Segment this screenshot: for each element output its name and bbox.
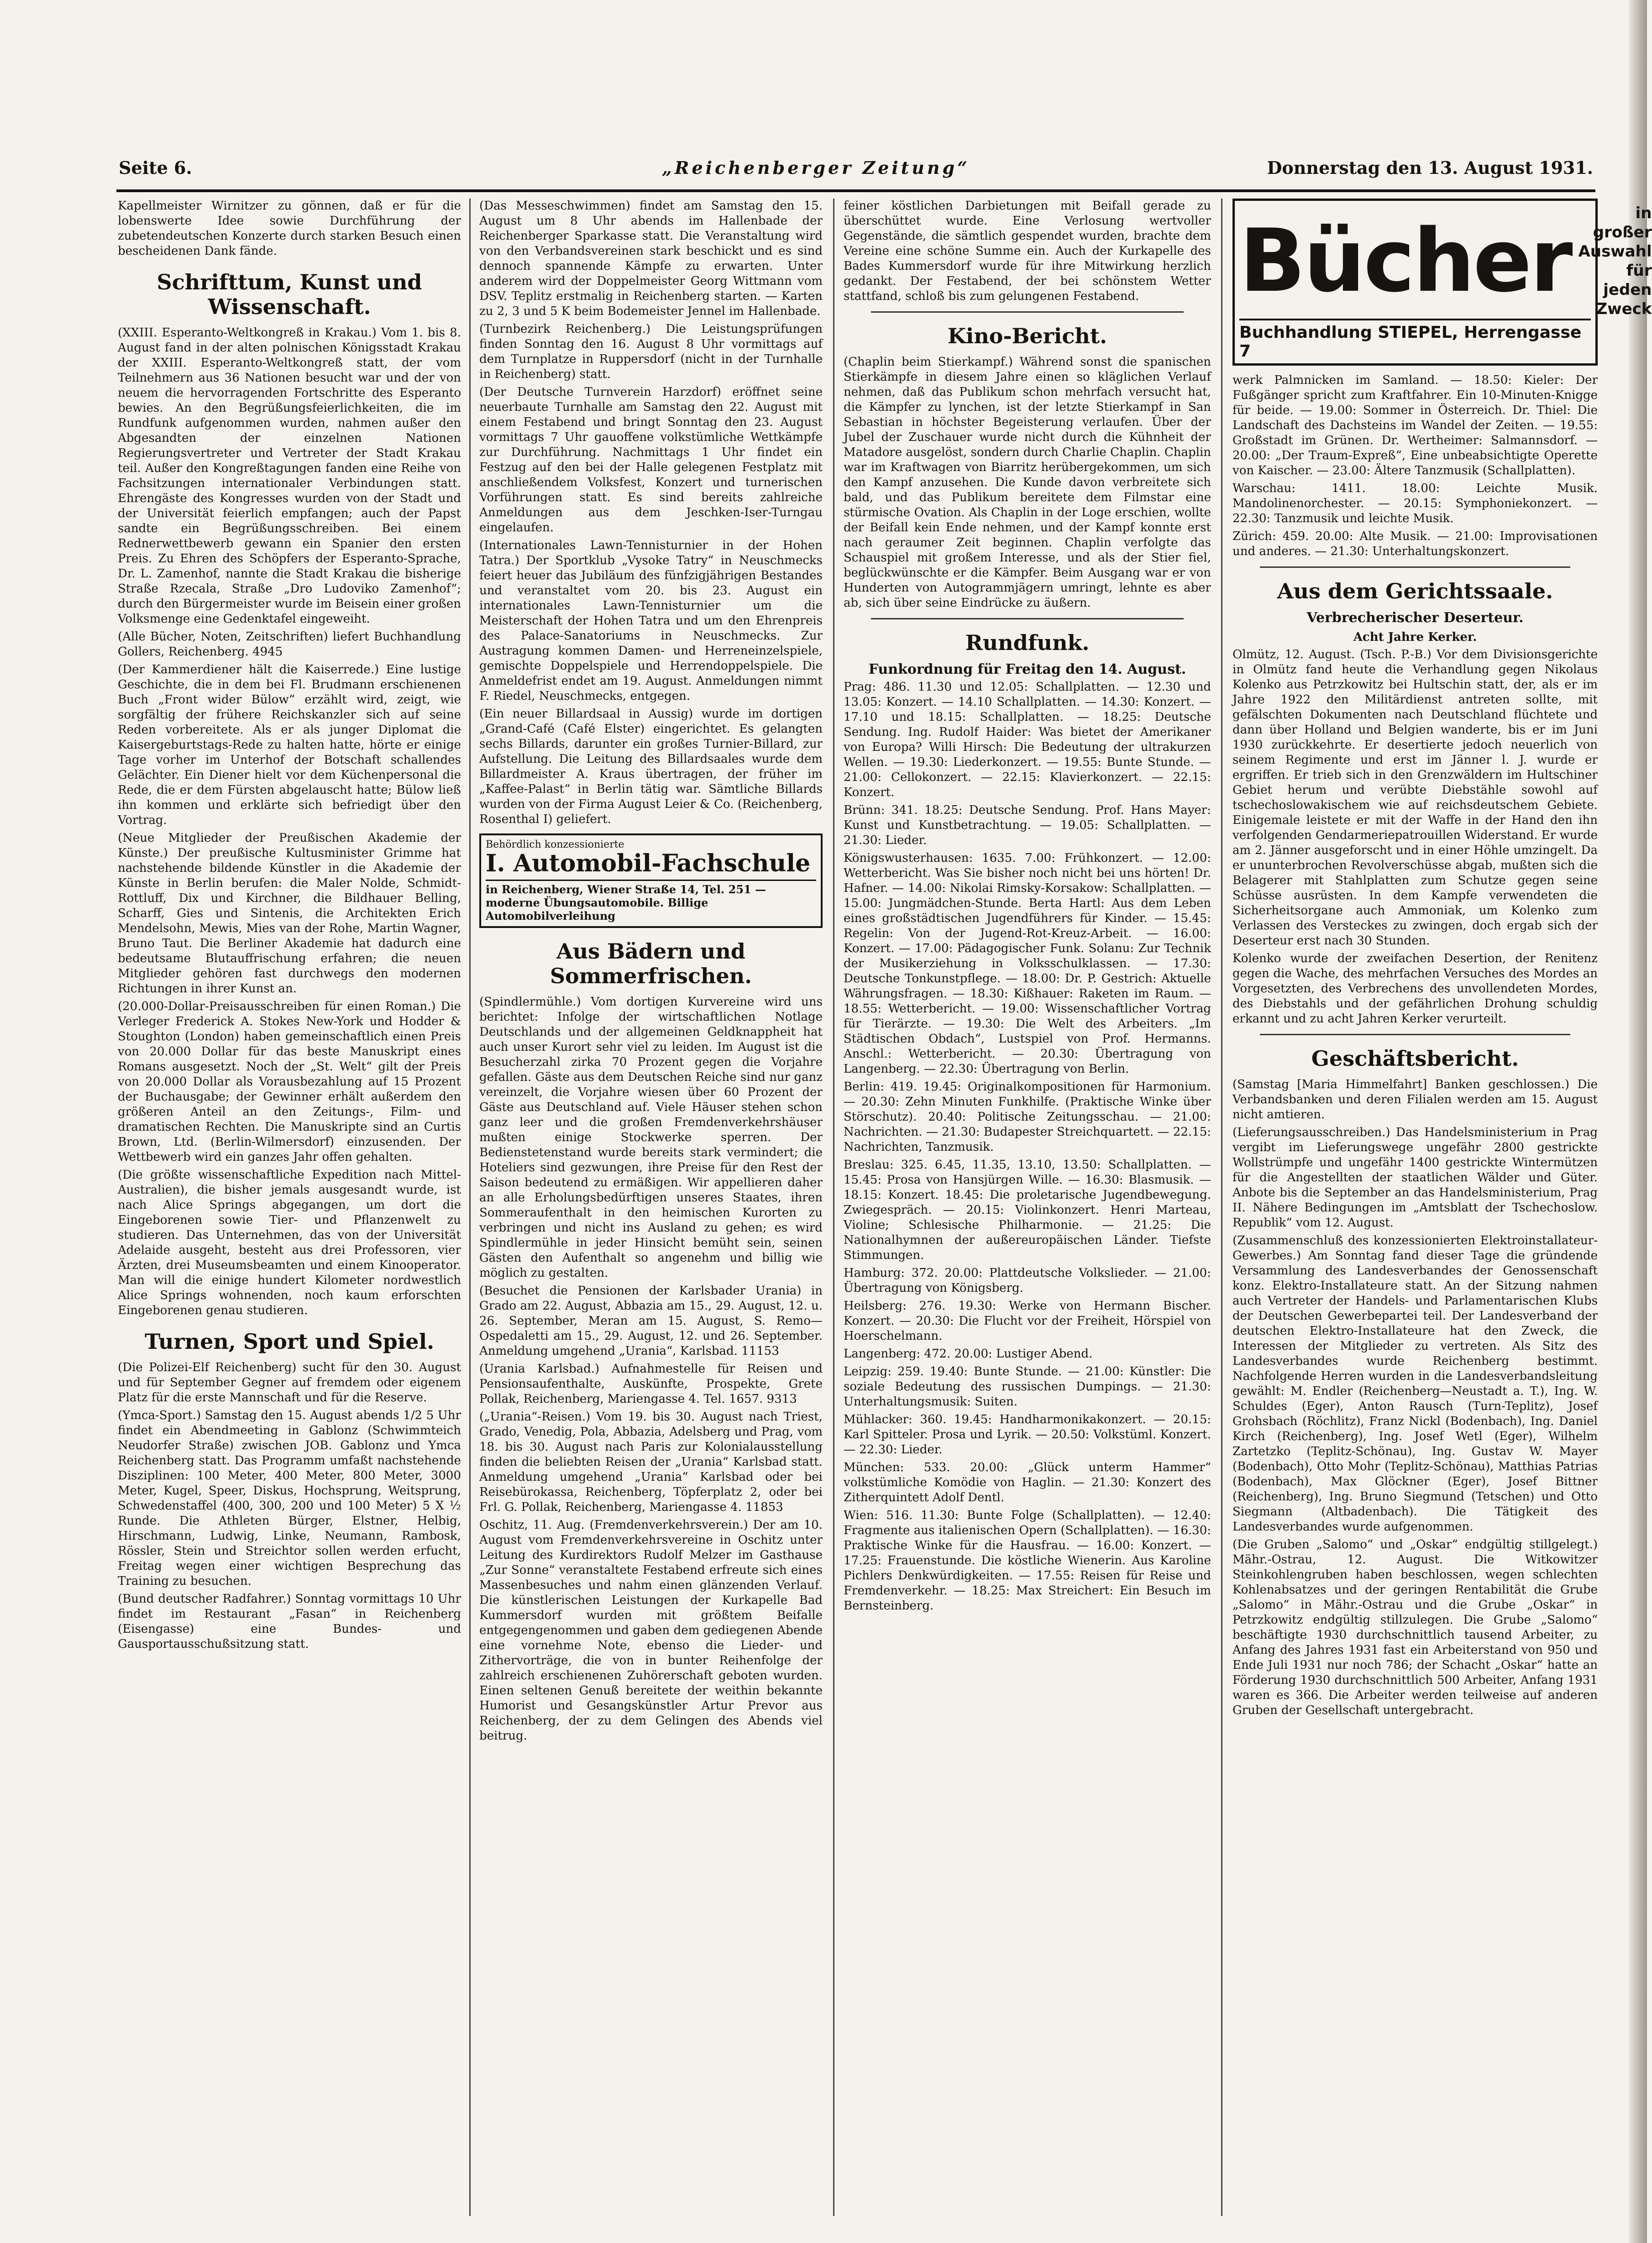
page-header [119, 157, 1593, 185]
article-kammerdiener: (Der Kammerdiener hält die Kaiserrede.) Eine lustige Geschichte, die in dem bei Fl. Brudmann erschienenen Buch „Front wider Bülow“ erzählt wird, zeigt, wie sorgfältig der frühere Reichskanzler sich auf seine Reden vorbereitete. Als er als junger Diplomat die Kaisergeburtstags-Rede zu halten hatte, hörte er einige Tage vorher im Unterhof der Botschaft schallendes Gelächter. Ein Diener hielt vor dem Küchenpersonal die Rede, die er dem Fürsten abgelauscht hatte; Bülow ließ ihn kommen und erklärte sich befriedigt über den Vortrag. [118, 663, 461, 827]
article-polizei-elf: (Die Polizei-Elf Reichenberg) sucht für den 30. August und für September Gegner auf fremdem oder eigenem Platz für die erste Mannschaft und für die Reserve. [118, 1361, 461, 1404]
scan-edge-shadow [1629, 0, 1647, 2243]
article-billard: (Ein neuer Billardsaal in Aussig) wurde im dortigen „Grand-Café (Café Elster) eingerichtet. Es gelangten sechs Billards, darunter ein großes Turnier-Billard, zur Aufstellung. Die Leitung des Billardsaales wurde dem Billardmeister A. Kraus übertragen, der früher im „Kaffee-Palast“ in Berlin tätig war. Sämtliche Billards wurden von der Firma August Leier & Co. (Reichenberg, Rosenthal I) geliefert. [479, 707, 823, 826]
rundfunk-subheading: Funkordnung für Freitag den 14. August. [868, 661, 1186, 677]
header-rule [116, 189, 1595, 192]
automobil-fachschule-ad [479, 833, 823, 928]
radio-prag: Prag: 486. 11.30 und 12.05: Schallplatten. — 12.30 und 13.05: Konzert. — 14.10 Schallplatten. — 14.30: Konzert. — 17.10 und 18.15: Schallplatten. — 18.25: Deutsche Sendung. Ing. Rudolf Haider: Was bietet der Amerikaner von Europa? Willi Hirsch: Die Bedeutung der ultrakurzen Wellen. — 19.30: Liederkonzert. — 19.55: Bunte Stunde. — 21.00: Cellokonzert. — 22.15: Klavierkonzert. — 22.15: Konzert. [844, 680, 1211, 799]
column-2 [479, 199, 823, 2225]
radio-warschau: Warschau: 1411. 18.00: Leichte Musik. Mandolinenorchester. — 20.15: Symphoniekonzert. — 22.30: Tanzmusik und leichte Musik. [1232, 482, 1598, 525]
column-rule [469, 199, 471, 2216]
column-rule [833, 199, 834, 2216]
column-rule [1221, 199, 1222, 2216]
article-olmuetz: Olmütz, 12. August. (Tsch. P.-B.) Vor dem Divisionsgerichte in Olmütz fand heute die Verhandlung gegen Nikolaus Kolenko aus Petrzkowitz bei Hultschin statt, der, als er im Jahre 1922 den Militärdienst antreten sollte, mit gefälschten Dokumenten nach Deutschland flüchtete und dann über Holland und Belgien wanderte, bis er im Juni 1930 zurückkehrte. Er desertierte jedoch neuerlich von seinem Regimente und erst im Jänner l. J. wurde er ergriffen. Er trieb sich in den Grenzwäldern im Hultschiner Gebiet herum und verübte Diebstähle sowohl auf tschechoslowakischem wie auf reichsdeutschem Gebiete. Einigemale leistete er mit der Waffe in der Hand den ihn verfolgenden Gendarmeriepatrouillen Widerstand. Er wurde am 2. Jänner ausgeforscht und in einer Höhle umzingelt. Da er ununterbrochen Revolverschüsse abgab, mußten sich die Belagerer mit Stahlplatten zum Schutze gegen seine Schüsse ausrüsten. In dem Kampfe verwendeten die Sicherheitsorgane auch Ammoniak, um Kolenko zum Verlassen des Versteckes zu zwingen, doch ergab sich der Deserteur erst nach 30 Stunden. [1232, 648, 1598, 948]
radio-heilsberg: Heilsberg: 276. 19.30: Werke von Hermann Bischer. Konzert. — 20.30: Die Flucht vor der Freiheit, Hörspiel von Hoerschelmann. [844, 1299, 1211, 1343]
article-salomo: (Die Gruben „Salomo“ und „Oskar“ endgültig stillgelegt.) Mähr.-Ostrau, 12. August. Die Witkowitzer Steinkohlengruben haben beschlossen, wegen schlechten Kohlenabsatzes und der geringen Rentabilität die Grube „Salomo“ in Mähr.-Ostrau und die Grube „Oskar“ in Petrzkowitz endgültig stillzulegen. Die Grube „Salomo“ beschäftigte 1930 durchschnittlich tausend Arbeiter, zu Anfang des Jahres 1931 fast ein Arbeiterstand von 950 und Ende Juli 1931 nur noch 786; der Schacht „Oskar“ hatte an Förderung 1930 durchschnittlich 500 Arbeiter, Anfang 1931 waren es 366. Die Arbeiter werden teilweise auf anderen Gruben der Gesellschaft untergebracht. [1232, 1538, 1598, 1717]
section-heading-kunst: Schrifttum, Kunst und Wissenschaft. [157, 270, 422, 319]
newspaper-title: „Reichenberger Zeitung“ [662, 157, 970, 178]
article-akademie: (Neue Mitglieder der Preußischen Akademie der Künste.) Der preußische Kultusminister Grimme hat nachstehende bildende Künstler in die Akademie der Künste in Berlin berufen: die Maler Nolde, Schmidt-Rottluff, Dix und Kirchner, die Bildhauer Belling, Scharff, Gies und Sintenis, die Architekten Erich Mendelsohn, Mewis, Mies van der Rohe, Martin Wagner, Bruno Taut. Die Berliner Akademie hat dadurch eine bedeutsame Blutauffrischung erfahren; die neuen Mitglieder gehören fast durchwegs den modernen Richtungen in ihrer Kunst an. [118, 831, 461, 996]
article-chaplin: (Chaplin beim Stierkampf.) Während sonst die spanischen Stierkämpfe in diesem Jahre einen so kläglichen Verlauf nehmen, daß das Publikum schon mehrfach versucht hat, die Kämpfer zu lynchen, ist der letzte Stierkampf in San Sebastian in höchster Begeisterung verlaufen. Über der Jubel der Zuschauer wurde nicht durch die Kühnheit der Matadore ausgelöst, sondern durch Charlie Chaplin. Chaplin war im Kraftwagen von Biarritz herübergekommen, um sich den Kampf anzusehen. Die Kunde davon verbreitete sich bald, und das Publikum bereitete dem Filmstar eine stürmische Ovation. Als Chaplin in der Loge erschien, wollte der Beifall kein Ende nehmen, und der Kampf konnte erst nach geraumer Zeit beginnen. Chaplin verfolgte das Schauspiel mit großem Interesse, und als der Stier fiel, beglückwünschte er die Kämpfer. Beim Ausgang war er von Hunderten von Autogrammjägern umringt, lehnte es aber ab, sich über seine Eindrücke zu äußern. [844, 355, 1211, 610]
article-elektro: (Zusammenschluß des konzessionierten Elektroinstallateur-Gewerbes.) Am Sonntag fand dieser Tage die gründende Versammlung des Landesverbandes der Genossenschaft konz. Elektro-Installateure statt. An der Sitzung nahmen auch Vertreter der Handels- und Parlamentarischen Klubs der Deutschen Gewerbepartei teil. Der Landesverband der deutschen Elektro-Installateure hat den Zweck, die Interessen der Mitglieder zu vertreten. Als Sitz des Landesverbandes wurde Reichenberg bestimmt. Nachfolgende Herren wurden in die Landesverbandsleitung gewählt: M. Endler (Reichenberg—Neustadt a. T.), Ing. W. Schuldes (Eger), Anton Rausch (Turn-Teplitz), Josef Grohsbach (Röchlitz), Franz Nickl (Bodenbach), Ing. Daniel Kirch (Reichenberg), Ing. Josef Wetl (Eger), Wilhelm Zartetzko (Teplitz-Schönau), Ing. Gustav W. Mayer (Bodenbach), Otto Mohr (Teplitz-Schönau), Matthias Patrias (Bodenbach), Max Glöckner (Eger), Josef Bittner (Reichenberg), Ing. Bruno Siegmund (Tetschen) und Otto Siegmann (Altbadenbach). Die Tätigkeit des Landesverbandes wurde aufgenommen. [1232, 1234, 1598, 1534]
article-expedition: (Die größte wissenschaftliche Expedition nach Mittel-Australien), die bisher jemals ausgesandt wurde, ist nach Alice Springs abgegangen, um dort die Eingeborenen sowie Tier- und Pflanzenwelt zu studieren. Das Unternehmen, das von der Universität Adelaide ausgeht, besteht aus drei Professoren, vier Ärzten, drei Museumsbeamten und einem Kinooperator. Man will die einige hundert Kilometer nordwestlich Alice Springs wohnenden, noch kaum erforschten Eingeborenen genau studieren. [118, 1168, 461, 1317]
column-3 [844, 199, 1211, 2225]
radio-wien: Wien: 516. 11.30: Bunte Folge (Schallplatten). — 12.40: Fragmente aus italienischen Opern (Schallplatten). — 16.30: Praktische Winke für die Hausfrau. — 16.00: Konzert. — 17.25: Frauenstunde. Die köstliche Wienerin. Aus Karoline Pichlers Denkwürdigkeiten. — 17.55: Reisen für Reise und Fremdenverkehr. — 18.25: Max Streichert: Ein Besuch im Bernsteinberg. [844, 1509, 1211, 1613]
radio-zuerich: Zürich: 459. 20.00: Alte Musik. — 21.00: Improvisationen und anderes. — 21.30: Unterhaltungskonzert. [1232, 529, 1598, 558]
ad-title: I. Automobil-Fachschule [486, 849, 811, 877]
section-heading-sport: Turnen, Sport und Spiel. [144, 1329, 435, 1354]
gericht-subheading-2: Acht Jahre Kerker. [1353, 630, 1477, 644]
article-buecher: (Alle Bücher, Noten, Zeitschriften) liefert Buchhandlung Gollers, Reichenberg. 4945 [118, 630, 461, 659]
radio-langenberg: Langenberg: 472. 20.00: Lustiger Abend. [844, 1347, 1093, 1361]
article-fest-cont: feiner köstlichen Darbietungen mit Beifall gerade zu überschüttet wurde. Eine Verlosung wertvoller Gegenstände, die sämtlich gespendet wurden, brachte dem Vereine eine schöne Summe ein. Auch der Kurkapelle des Bades Kummersdorf wurde für ihre Mitwirkung herzlich gedankt. Der Festabend, der bei schönstem Wetter stattfand, schloß bis zum gelungenen Festabend. [844, 199, 1211, 303]
issue-date: Donnerstag den 13. August 1931. [1267, 157, 1593, 178]
radio-breslau: Breslau: 325. 6.45, 11.35, 13.10, 13.50: Schallplatten. — 15.45: Prosa von Hansjürgen Wille. — 16.30: Blasmusik. — 18.15: Konzert. 18.45: Die proletarische Jugendbewegung. Zwiegespräch. — 20.15: Violinkonzert. Henri Marteau, Violine; Schlesische Philharmonie. — 21.25: Die Nationalhymnen der außereuropäischen Länder. Tiefste Stimmungen. [844, 1158, 1211, 1262]
article-turnverein: (Der Deutsche Turnverein Harzdorf) eröffnet seine neuerbaute Turnhalle am Samstag den 22. August mit einem Festabend und bringt Sonntag den 23. August vormittags 7 Uhr gauoffene volkstümliche Wettkämpfe zur Durchführung. Nachmittags 1 Uhr findet ein Festzug auf den bei der Halle gelegenen Festplatz mit anschließendem Volksfest, Konzert und turnerischen Vorführungen statt. Es sind bereits zahlreiche Anmeldungen aus dem Jeschken-Iser-Turngau eingelaufen. [479, 385, 823, 535]
ad-address: in Reichenberg, Wiener Straße 14, Tel. 251 — moderne Übungsautomobile. Billige Automobilverleihung [486, 880, 816, 922]
section-heading-gericht: Aus dem Gerichtssaale. [1277, 579, 1553, 603]
column-1 [118, 199, 461, 2225]
article-radfahrer: (Bund deutscher Radfahrer.) Sonntag vormittags 10 Uhr findet im Restaurant „Fasan“ in Reichenberg (Eisengasse) eine Bundes- und Gausportausschußsitzung statt. [118, 1592, 461, 1651]
section-heading-rundfunk: Rundfunk. [965, 630, 1090, 655]
page-number: Seite 6. [119, 157, 192, 178]
article-pensionen: (Besuchet die Pensionen der Karlsbader Urania) in Grado am 22. August, Abbazia am 15., 29. August, 12. u. 26. September, Meran am 15. August, S. Remo—Ospedaletti am 15., 29. August, 12. und 26. September. Anmeldung umgehend „Urania“, Karlsbad. 11153 [479, 1284, 823, 1358]
article-oschitz: Oschitz, 11. Aug. (Fremdenverkehrsverein.) Der am 10. August vom Fremdenverkehrsvereine in Oschitz unter Leitung des Kurdirektors Rudolf Melzer im Gasthause „Zur Sonne“ veranstaltete Festabend erfreute sich eines Massenbesuches und nahm einen glänzenden Verlauf. Die künstlerischen Leistungen der Kurkapelle Bad Kummersdorf wurden mit größtem Beifalle entgegengenommen und gaben dem gediegenen Abende eine vornehme Note, ebenso die Lieder- und Zithervorträge, die von in bunter Reihenfolge der zahlreich erschienenen Zuhörerschaft geboten wurden. Einen seltenen Genuß bereitete der weithin bekannte Humorist und Gesangskünstler Artur Prevor aus Reichenberg, der zu dem Gelingen des Abends viel beitrug. [479, 1518, 823, 1743]
article-ymca: (Ymca-Sport.) Samstag den 15. August abends 1/2 5 Uhr findet ein Abendmeeting in Gablonz (Schwimmteich Neudorfer Straße) zwischen JOB. Gablonz und Ymca Reichenberg statt. Das Programm umfaßt nachstehende Disziplinen: 100 Meter, 400 Meter, 800 Meter, 3000 Meter, Kugel, Speer, Diskus, Hochsprung, Weitsprung, Schwedenstaffel (400, 300, 200 und 100 Meter) 5 X ½ Runde. Die Athleten Bürger, Elstner, Helbig, Hirschmann, Ludwig, Linke, Neumann, Rambosk, Rössler, Stein und Streichtor sollen werden erfucht, Freitag wegen einer wichtigen Besprechung das Training zu besuchen. [118, 1409, 461, 1588]
radio-muenchen: München: 533. 20.00: „Glück unterm Hammer“ volkstümliche Komödie von Haglin. — 21.30: Konzert des Zitherquintett Adolf Dentl. [844, 1461, 1211, 1504]
divider [871, 618, 1184, 619]
section-heading-geschaeft: Geschäftsbericht. [1311, 1046, 1519, 1071]
article-kolenko: Kolenko wurde der zweifachen Desertion, der Renitenz gegen die Wache, des mehrfachen Versuches des Mordes an Vorgesetzten, des Verbrechens des unvollendeten Mordes, des Diebstahls und der gefährlichen Drohung schuldig erkannt und zu acht Jahren Kerker verurteilt. [1232, 952, 1598, 1026]
article-messeschwimmen: (Das Messeschwimmen) findet am Samstag den 15. August um 8 Uhr abends im Hallenbade der Reichenberger Sparkasse statt. Die Veranstaltung wird von den Verbandsvereinen stark beschickt und es sind dennoch spannende Kämpfe zu erwarten. Unter anderem wird der Doppelmeister Georg Wittmann vom DSV. Teplitz erstmalig in Reichenberg starten. — Karten zu 2, 3 und 5 K beim Bodemeister Jennel im Hallenbade. [479, 199, 823, 318]
article-lieferung: (Lieferungsausschreiben.) Das Handelsministerium in Prag vergibt im Lieferungswege ungefähr 2800 gestrickte Wollstrümpfe und ungefähr 1400 gestrickte Wintermützen für die Angestellten der staatlichen Wälder und Güter. Anbote bis die September an das Handelsministerium, Prag II. Nähere Bedingungen im „Amtsblatt der Tschechoslow. Republik“ vom 12. August. [1232, 1126, 1598, 1230]
radio-berlin: Berlin: 419. 19.45: Originalkompositionen für Harmonium. — 20.30: Zehn Minuten Funkhilfe. (Praktische Winke über Störschutz). 20.40: Politische Zeitungsschau. — 21.00: Nachrichten. — 21.30: Budapester Streichquartett. — 22.15: Nachrichten, Tanzmusik. [844, 1080, 1211, 1154]
article-dollar-preis: (20.000-Dollar-Preisausschreiben für einen Roman.) Die Verleger Frederick A. Stokes New-York und Hodder & Stoughton (London) haben gemeinschaftlich einen Preis von 20.000 Dollar für das beste Manuskript eines Romans ausgesetzt. Noch der „St. Welt“ gilt der Preis von 20.000 Dollar als Vorausbezahlung auf 15 Prozent der Buchausgabe; der Gewinner erhält außerdem den größeren Anteil an den Zeitungs-, Film- und dramatischen Rechten. Die Manuskripte sind an Curtis Brown, Ltd. (Berlin-Wilmersdorf) einzusenden. Der Wettbewerb wird ein ganzes Jahr offen gehalten. [118, 1000, 461, 1164]
gericht-subheading: Verbrecherischer Deserteur. [1306, 610, 1524, 626]
radio-cont: werk Palmnicken im Samland. — 18.50: Kieler: Der Fußgänger spricht zum Kraftfahrer. Ein 10-Minuten-Knigge für beide. — 19.00: Sommer in Österreich. Dr. Thiel: Die Landschaft des Dachsteins im Wandel der Zeiten. — 19.55: Großstadt im Grünen. Dr. Wertheimer: Salmannsdorf. — 20.00: „Der Traum-Expreß“, Eine unbeabsichtigte Operette von Kaischer. — 23.00: Ältere Tanzmusik (Schallplatten). [1232, 373, 1598, 477]
article-spindlermuehle: (Spindlermühle.) Vom dortigen Kurvereine wird uns berichtet: Infolge der wirtschaftlichen Notlage Deutschlands und der allgemeinen Geldknappheit hat auch unser Kurort sehr viel zu leiden. Im August ist die Besucherzahl zirka 70 Prozent gegen die Vorjahre gefallen. Gäste aus dem Deutschen Reiche sind nur ganz vereinzelt, die Vorjahre wiesen über 60 Prozent der Gäste aus Deutschland auf. Viele Häuser stehen schon ganz leer und die großen Fremdenverkehrshäuser mußten einige Stockwerke sperren. Der Bedienstetenstand wurde bereits stark vermindert; die Hoteliers sind gezwungen, ihre Preise für den Rest der Saison bedeutend zu ermäßigen. Wir appellieren daher an alle Erholungsbedürftigen unseres Staates, ihren Sommeraufenthalt in den heimischen Kurorten zu verbringen und nicht ins Ausland zu gehen; es wird Spindlermühle in jeder Hinsicht bemüht sein, seinen Gästen den Aufenthalt so angenehm und billig wie möglich zu gestalten. [479, 995, 823, 1280]
divider [1260, 1034, 1570, 1035]
article-banken: (Samstag [Maria Himmelfahrt] Banken geschlossen.) Die Verbandsbanken und deren Filialen werden am 15. August nicht amtieren. [1232, 1078, 1598, 1122]
article-urania: (Urania Karlsbad.) Aufnahmestelle für Reisen und Pensionsaufenthalte, Auskünfte, Prospekte, Grete Pollak, Reichenberg, Mariengasse 4. Tel. 1657. 9313 [479, 1362, 823, 1406]
section-heading-baeder: Aus Bädern und Sommerfrischen. [550, 939, 752, 988]
article-esperanto: (XXIII. Esperanto-Weltkongreß in Krakau.) Vom 1. bis 8. August fand in der alten polnischen Königsstadt Krakau der XXIII. Esperanto-Weltkongreß statt, der vom Teilnehmern aus 36 Nationen besucht war und der von neuem die hervorragenden Fortschritte des Esperanto bewies. An den Begrüßungsfeierlichkeiten, die im Rundfunk aufgenommen wurden, nahmen außer den Abgesandten der einzelnen Nationen Regierungsvertreter und Vertreter der Stadt Krakau teil. Außer den Kongreßtagungen fanden eine Reihe von Fachsitzungen internationaler Verbindungen statt. Ehrengäste des Kongresses wurden von der Stadt und der Universität feierlich empfangen; auch der Papst sandte ein Begrüßungsschreiben. Bei einem Rednerwettbewerb gewann ein Spanier den ersten Preis. Zu Ehren des Schöpfers der Esperanto-Sprache, Dr. L. Zamenhof, nannte die Stadt Krakau die bisherige Straße Rzecala, Straße „Dro Ludoviko Zamenhof“; durch den Bürgermeister wurde im Beisein einer großen Volksmenge eine Gedenktafel eingeweiht. [118, 326, 461, 626]
buecher-ad [1232, 199, 1652, 366]
section-heading-kino: Kino-Bericht. [947, 324, 1107, 348]
ad-tagline: in großer Auswahl für jeden Zweck [1578, 204, 1652, 318]
article-urania-reisen: („Urania“-Reisen.) Vom 19. bis 30. August nach Triest, Grado, Venedig, Pola, Abbazia, Adelsberg und Prag, vom 18. bis 30. August nach Paris zur Kolonialausstellung finden die beliebten Reisen der „Urania“ Karlsbad statt. Anmeldung umgehend „Urania“ Karlsbad oder bei Reisebürokassa, Reichenberg, Töpferplatz 2, oder bei Frl. G. Pollak, Reichenberg, Mariengasse 4. 11853 [479, 1410, 823, 1514]
divider [871, 311, 1184, 313]
article-text: Kapellmeister Wirnitzer zu gönnen, daß er für die lobenswerte Idee sowie Durchführung der zubetendeutschen Konzerte durch starken Besuch einen bescheidenen Dank fände. [118, 199, 461, 258]
radio-koenigswusterhausen: Königswusterhausen: 1635. 7.00: Frühkonzert. — 12.00: Wetterbericht. Was Sie bisher noch nicht bei uns hörten! Dr. Hafner. — 14.00: Nikolai Rimsky-Korsakow: Schallplatten. — 15.00: Jungmädchen-Stunde. Berta Hartl: Aus dem Leben eines großstädtischen Jugendführers für Kinder. — 15.45: Regelin: Von der Jugend-Rot-Kreuz-Arbeit. — 16.00: Konzert. — 17.00: Pädagogischer Funk. Solanu: Zur Technik der Musikerziehung in Volksschulklassen. — 17.30: Deutsche Tonkunstpflege. — 18.00: Dr. P. Gestrich: Aktuelle Währungsfragen. — 18.30: Kißhauer: Raketen im Raum. — 18.55: Wetterbericht. — 19.00: Wissenschaftlicher Vortrag für Tierärzte. — 19.30: Die Welt des Arbeiters. „Im Städtischen Obdach“, Lustspiel von Prof. Hermanns. Anschl.: Wetterbericht. — 20.30: Übertragung von Langenberg. — 22.30: Übertragung von Berlin. [844, 851, 1211, 1076]
ad-shop-address: Buchhandlung STIEPEL, Herrengasse 7 [1239, 319, 1591, 361]
divider [1260, 566, 1570, 568]
ad-license-text: Behördlich konzessionierte [486, 839, 624, 850]
article-tennis: (Internationales Lawn-Tennisturnier in der Hohen Tatra.) Der Sportklub „Vysoke Tatry“ in Neuschmecks feiert heuer das Jubiläum des fünfzigjährigen Bestandes und veranstaltet vom 20. bis 23. August ein internationales Lawn-Tennisturnier um die Meisterschaft der Hohen Tatra und um den Ehrenpreis des Palace-Sanatoriums in Neuschmecks. Zur Austragung kommen Damen- und Herreneinzelspiele, gemischte Doppelspiele und Herrendoppelspiele. Die Anmeldefrist endet am 19. August. Anmeldungen nimmt F. Riedel, Neuschmecks, entgegen. [479, 539, 823, 703]
column-4 [1232, 199, 1652, 2225]
radio-hamburg: Hamburg: 372. 20.00: Plattdeutsche Volkslieder. — 21.00: Übertragung von Königsberg. [844, 1266, 1211, 1295]
article-turnbezirk: (Turnbezirk Reichenberg.) Die Leistungsprüfungen finden Sonntag den 16. August 8 Uhr vormittags auf dem Turnplatze in Ruppersdorf (nicht in der Turnhalle in Reichenberg) statt. [479, 322, 823, 381]
radio-muehlacker: Mühlacker: 360. 19.45: Handharmonikakonzert. — 20.15: Karl Spitteler. Prosa und Lyrik. — 20.50: Volkstüml. Konzert. — 22.30: Lieder. [844, 1413, 1211, 1457]
radio-leipzig: Leipzig: 259. 19.40: Bunte Stunde. — 21.00: Künstler: Die soziale Bedeutung des russischen Dumpings. — 21.30: Unterhaltungsmusik: Suiten. [844, 1365, 1211, 1409]
radio-bruenn: Brünn: 341. 18.25: Deutsche Sendung. Prof. Hans Mayer: Kunst und Kunstbetrachtung. — 19.05: Schallplatten. — 21.30: Lieder. [844, 803, 1211, 847]
ad-headline: Bücher [1239, 210, 1571, 311]
